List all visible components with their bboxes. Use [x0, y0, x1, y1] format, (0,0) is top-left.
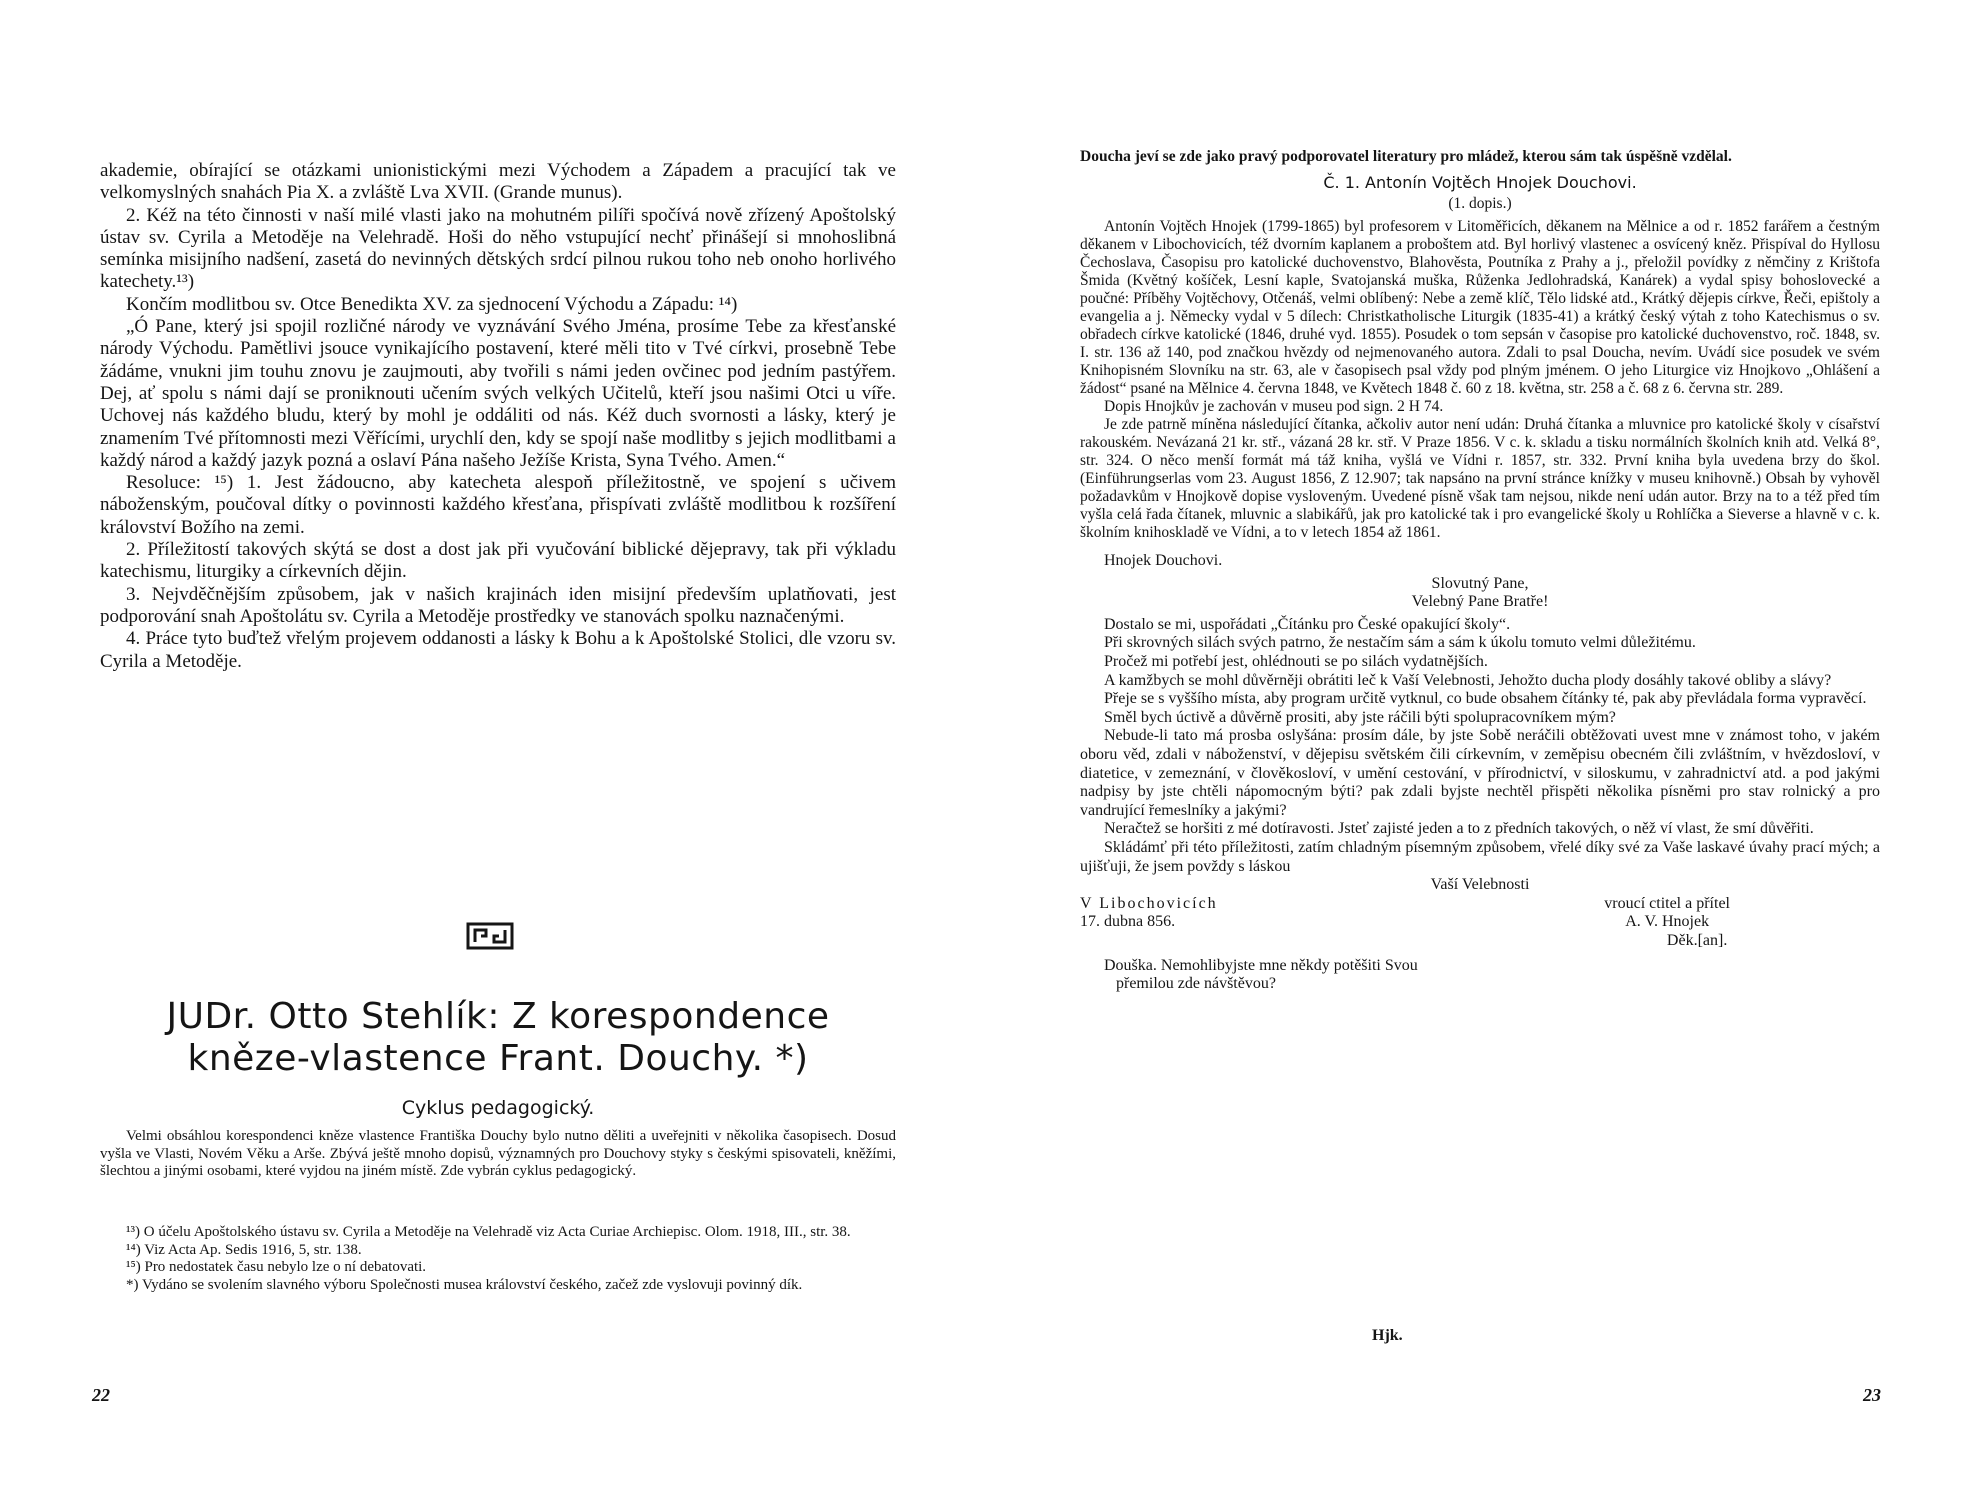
letter-paragraph: Pročež mi potřebí jest, ohlédnouti se po silách vydatnějších.	[1104, 652, 1488, 670]
postscript: přemilou zde návštěvou?	[1116, 975, 1276, 993]
prayer-paragraph: „Ó Pane, který jsi spojil rozličné národy ve vyznávání Svého Jména, prosíme Tebe za křesťanské národy Východu. Pamětlivi jsouce vynikajícího postavení, které měli tito v Tvé církvi, prosebně Tebe žádáme, vnukni jim touhu znovu je zaujmouti, aby tvořili s námi jeden ovčinec pod jedním pastýřem. Dej, ať spolu s námi dají se proniknouti učením svých velkých Učitelů, kteří jsou našimi Otci u víře. Uchovej nás každého bludu, který by mohl je oddáliti od nás. Kéž duch svornosti a lásky, který je znamením Tvé přítomnosti mezi Věřícími, urychlí den, kdy se spojí naše modlitby s jejich modlitbami a každý národ a každý jazyk pozná a oslaví Pána našeho Ježíše Krista, Syna Tvého. Amen.“	[100, 316, 896, 471]
letter-paragraph: Nebude-li tato má prosba oslyšána: prosím dále, by jste Sobě neráčili obtěžovati uvest mne v známost toho, v jakém oboru věd, zdali v náboženství, v dějepisu světském čili církevním, v zeměpisu obecném čili zvláštním, v hvězdosloví, v diatetice, v zemeznání, v člověkosloví, v umění cestování, v přírodnictví, v siloskumu, v zahradnictví atd. a pod jakými nadpisy by jste chtěli nápomocným býti? pak zdali byjste nechtěl přispěti několika písněmi pro stav rolnický a pro vandrující řemeslníky a jakými?	[1080, 727, 1880, 819]
salutation: Slovutný Pane,	[1431, 574, 1529, 592]
signature-line: Děk.[an].	[1666, 931, 1728, 949]
paragraph: 4. Práce tyto buďtež vřelým projevem oddanosti a lásky k Bohu a k Apoštolské Stolici, dle vzoru sv. Cyrila a Metoděje.	[100, 628, 896, 672]
article-title-line: JUDr. Otto Stehlík: Z korespondence	[166, 996, 830, 1037]
page-number: 23	[1863, 1385, 1881, 1405]
article-subtitle: Cyklus pedagogický.	[401, 1097, 595, 1119]
right-page	[985, 0, 1970, 1500]
paragraph: 3. Nejvděčnějším způsobem, jak v našich krajinách iden misijní především uplatňovati, jest podporování snah Apoštolátu sv. Cyrila a Metoděje prostředky ve stanovách spolku naznačenými.	[100, 583, 896, 627]
letter-paragraph: Směl bych úctivě a důvěrně prositi, aby jste ráčili býti spolupracovníkem mým?	[1104, 708, 1616, 726]
letter-paragraph: Přeje se s vyššího místa, aby program určitě vytknul, co bude obsahem čítánky té, pak aby převládala forma vypravěcí.	[1104, 690, 1867, 708]
paragraph: 2. Příležitostí takových skýtá se dost a dost jak při vyučování biblické dějepravy, tak při výkladu katechismu, liturgiky a církevních dějin.	[100, 539, 896, 583]
right-body-text	[1080, 148, 1880, 994]
place-date	[1080, 895, 1218, 932]
footnote: *) Vydáno se svolením slavného výboru Společnosti musea království českého, začež zde vyslovuji povinný dík.	[126, 1276, 803, 1293]
signature-line: vroucí ctitel a přítel	[1604, 894, 1730, 912]
section-subheading: (1. dopis.)	[1448, 195, 1512, 212]
letter-closing: Vaší Velebnosti	[1430, 876, 1530, 894]
letter-paragraph: Dostalo se mi, uspořádati „Čítánku pro České opakující školy“.	[1104, 615, 1511, 633]
paragraph: Končím modlitbou sv. Otce Benedikta XV. za sjednocení Východu a Západu: ¹⁴)	[126, 293, 738, 315]
postscript: Douška. Nemohlibyjste mne někdy potěšiti Svou	[1104, 956, 1418, 974]
salutation: Velebný Pane Bratře!	[1411, 593, 1549, 611]
letter-heading: Hnojek Douchovi.	[1104, 552, 1223, 569]
article-title-line: kněze-vlastence Frant. Douchy. *)	[187, 1038, 809, 1079]
article-title	[100, 996, 896, 1080]
bio-paragraph: Dopis Hnojkův je zachován v museu pod sign. 2 H 74.	[1104, 398, 1444, 415]
left-body-text	[100, 160, 896, 673]
letter-place: V Libochovicích	[1080, 894, 1218, 912]
initials: Hjk.	[1372, 1327, 1403, 1344]
footnote: ¹⁴) Viz Acta Ap. Sedis 1916, 5, str. 138.	[126, 1241, 362, 1258]
paragraph: akademie, obírající se otázkami unionistickými mezi Východem a Západem a pracující tak ve velkomyslných snahách Pia X. a zvláště Lva XVII. (Grande munus).	[100, 160, 896, 204]
letter-paragraph: Skládámť při této příležitosti, zatím chladným písemným způsobem, vřelé díky své za Vaše laskavé úvahy prací mých; a ujišťuji, že jsem povždy s láskou	[1080, 838, 1880, 875]
footnote: ¹⁵) Pro nedostatek času nebylo lze o ní debatovati.	[126, 1259, 427, 1275]
letter-paragraph: Při skrovných silách svých patrno, že nestačím sám a sám k úkolu tomuto velmi důležitému.	[1104, 634, 1696, 652]
intro-paragraph: Velmi obsáhlou korespondenci kněze vlastence Františka Douchy bylo nutno děliti a uveřejniti v několika časopisech. Dosud vyšla ve Vlasti, Novém Věku a Arše. Zbývá ještě mnoho dopisů, významných pro Douchovy styky s českými spisovateli, kněžími, šlechtou a jinými osobami, které vyjdou na jiném místě. Zde vybrán cyklus pedagogický.	[100, 1128, 896, 1179]
bio-paragraph: Antonín Vojtěch Hnojek (1799-1865) byl profesorem v Litoměřicích, děkanem na Mělnice a od r. 1852 farářem a čestným děkanem v Libochovicích, též dvorním kaplanem a proboštem atd. Byl horlivý vlastenec a osvícený kněz. Přispíval do Hyllosu Čechoslava, Časopisu pro katolické duchovenstvo, Blahověsta, Poutníka z Prahy a j., přeložil povídky z němčiny z Krištofa Šmida (Květný košíček, Lesní kaple, Svatojanská muška, Růženka Jedlohradská, Kanárek) a vydal spisy bohoslovecké a poučné: Příběhy Vojtěchovy, Otčenáš, velmi oblíbený: Nebe a země klíč, Tělo lidské atd., Krátký dějepis církve, Řeči, epištoly a evangelia a j. Německy vydal v 5 dílech: Christkatholische Liturgik (1835-41) a krátký český výtah z toho Katechismus o sv. obřadech církve katolické (1846, druhé vyd. 1855). Posudek o tom sepsán v časopise pro katolické duchovenstvo, roč. 1848, sv. I. str. 136 až 140, pod značkou hvězdy od nejmenovaného autora. Zdali to psal Doucha, nevím. Uvádí sice posudek ve svém Knihopisném Slovníku na str. 63, ale v časopisech psal vždy pod plným jménem. O jeho Liturgice viz Hnojkovo „Ohlášení a žádost“ psané na Mělnice 4. června 1848, ve Květech 1848 č. 60 z 18. května, str. 258 a č. 68 z 6. června str. 289.	[1080, 218, 1880, 397]
signature-line: A. V. Hnojek	[1625, 913, 1710, 931]
paragraph: Resoluce: ¹⁵) 1. Jest žádoucno, aby katecheta alespoň příležitostně, ve spojení s učivem náboženským, poučoval dítky o povinnosti každého křesťana, přispívati zvláště modlitbou k rozšíření království Božího na zemi.	[100, 472, 896, 538]
footnotes	[100, 1224, 896, 1294]
page-number: 22	[92, 1385, 110, 1405]
signature	[1604, 895, 1730, 951]
bio-paragraph: Je zde patrně míněna následující čítanka, ačkoliv autor není udán: Druhá čítanka a mluvnice pro katolické školy v císařství rakouském. Nevázaná 21 kr. stř., vázaná 28 kr. stř. V Praze 1856. V c. k. skladu a tisku normálních školních knih atd. Velká 8°, str. 324. O něco menší formát má táž kniha, vyšlá ve Vídni r. 1857, str. 332. První kniha byla uvedena brzy do škol. (Einführungserlas vom 23. August 1856, Z 12.907; tak napsáno na první stránce knížky v museu knihovně.) Obsah by vyhověl požadavkům v Hnojkově dopise vysloveným. Uvedené písně však tam nejsou, nikde není udán autor. Brzy na to a též před tím vyšla celá řada čítanek, mluvnic a slabikářů, jak pro katolické tak i pro evangelické školy u Rohlíčka a Sieverse a hlavně v c. k. školním knihoskladě ve Vídni, a to v letech 1854 až 1861.	[1080, 416, 1880, 541]
letter-paragraph: A kamžbych se mohl důvěrněji obrátiti leč k Vaší Velebnosti, Jehožto ducha plody dosáhly takové obliby a slávy?	[1104, 671, 1832, 689]
article-intro	[100, 1128, 896, 1181]
letter-paragraph: Neračtež se horšiti z mé dotíravosti. Jsteť zajisté jeden a to z předních takových, o něž ví vlast, že smí důvěřiti.	[1104, 820, 1814, 838]
section-heading: Č. 1. Antonín Vojtěch Hnojek Douchovi.	[1323, 173, 1637, 192]
footnote: ¹³) O účelu Apoštolského ústavu sv. Cyrila a Metoděje na Velehradě viz Acta Curiae Archiepisc. Olom. 1918, III., str. 38.	[126, 1224, 851, 1240]
opening-paragraph: Doucha jeví se zde jako pravý podporovatel literatury pro mládež, kterou sám tak úspěšně vzdělal.	[1080, 148, 1732, 165]
ornament-icon	[466, 922, 514, 950]
paragraph: 2. Kéž na této činnosti v naší milé vlasti jako na mohutném pilíři spočívá nově zřízený Apoštolský ústav sv. Cyrila a Metoděje na Velehradě. Hoši do něho vstupující nechť přinášejí si mnohoslibná semínka misijního nadšení, zasetá do nevinných dětských srdcí pilnou rukou toho neb onoho horlivého katechety.¹³)	[100, 204, 896, 293]
signature-block	[1080, 895, 1880, 951]
letter-date: 17. dubna 856.	[1080, 913, 1176, 931]
